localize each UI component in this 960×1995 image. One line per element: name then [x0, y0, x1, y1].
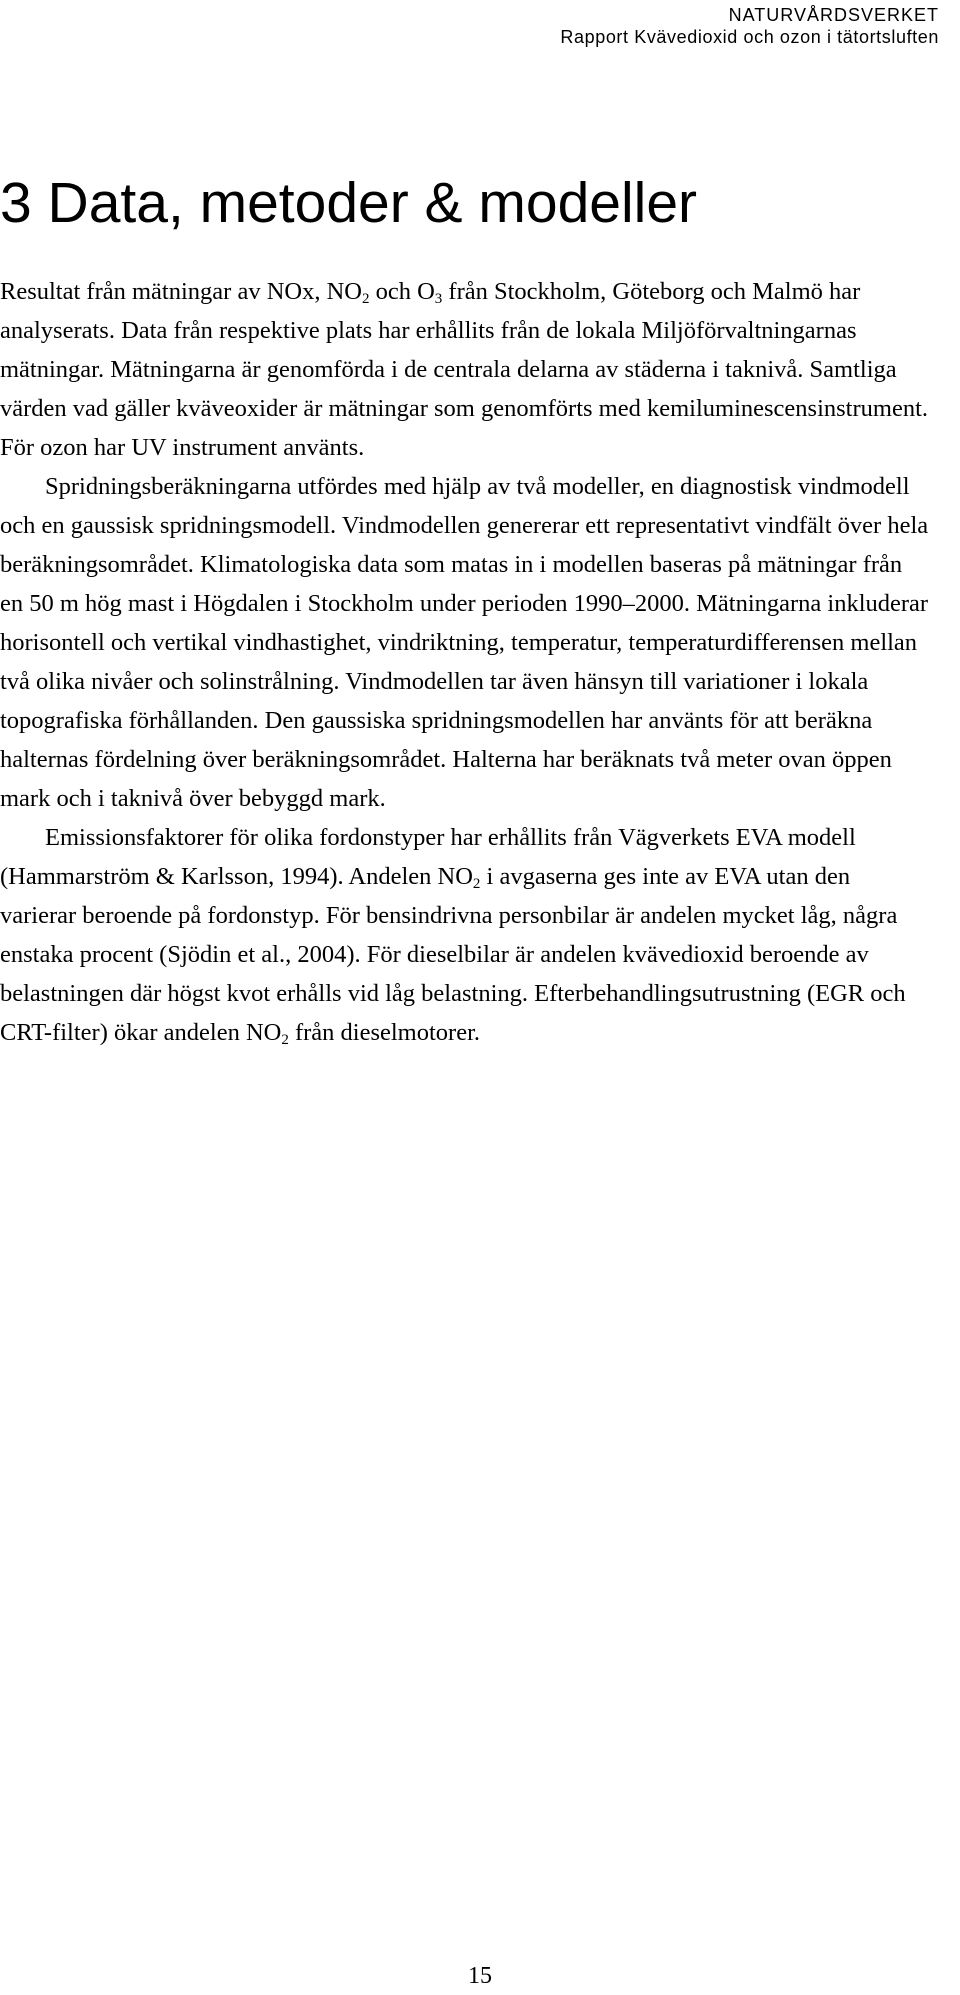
header-organization: NATURVÅRDSVERKET: [728, 5, 939, 25]
paragraph-emission-factors: [0, 818, 930, 1052]
body-text: [0, 272, 930, 1052]
subscript: 3: [434, 291, 443, 307]
paragraph-text: och O: [369, 278, 435, 305]
subscript: 2: [472, 876, 481, 892]
paragraph-measurements: [0, 272, 930, 467]
paragraph-text: i avgaserna ges inte av EVA utan den varierar beroende på fordonstyp. För bensindrivna personbilar är andelen mycket låg, några enstaka procent (Sjödin et al., 2004). För dieselbilar är andelen kvävedioxid beroende av belastningen där högst kvot erhålls vid låg belastning. Efterbehandlingsutrustning (EGR och CRT-filter) ökar andelen NO: [0, 863, 906, 1046]
paragraph-text: från Stockholm, Göteborg och Malmö har analyserats. Data från respektive plats har erhållits från de lokala Miljöförvaltningarnas mätningar. Mätningarna är genomförda i de centrala delarna av städerna i taknivå. Samtliga värden vad gäller kväveoxider är mätningar som genomförts med kemiluminescensinstrument. För ozon har UV instrument använts.: [0, 278, 929, 461]
header-report-title: Rapport Kvävedioxid och ozon i tätortsluften: [560, 27, 939, 47]
paragraph-text: Resultat från mätningar av NOx, NO: [0, 278, 362, 305]
running-header: [560, 4, 939, 48]
subscript: 2: [281, 1032, 289, 1048]
paragraph-text: Emissionsfaktorer för olika fordonstyper har erhållits från Vägverkets EVA modell (Hammarström & Karlsson, 1994). Andelen NO: [0, 824, 856, 890]
subscript: 2: [361, 291, 370, 307]
page-number: 15: [468, 1963, 492, 1989]
chapter-title: 3 Data, metoder & modeller: [0, 171, 697, 235]
paragraph-text: från dieselmotorer.: [288, 1019, 481, 1046]
paragraph-dispersion-models: Spridningsberäkningarna utfördes med hjälp av två modeller, en diagnostisk vindmodell och en gaussisk spridningsmodell. Vindmodellen genererar ett representativt vindfält över hela beräkningsområdet. Klimatologiska data som matas in i modellen baseras på mätningar från en 50 m hög mast i Högdalen i Stockholm under perioden 1990–2000. Mätningarna inkluderar horisontell och vertikal vindhastighet, vindriktning, temperatur, temperaturdifferensen mellan två olika nivåer och solinstrålning. Vindmodellen tar även hänsyn till variationer i lokala topografiska förhållanden. Den gaussiska spridningsmodellen har använts för att beräkna halternas fördelning över beräkningsområdet. Halterna har beräknats två meter ovan öppen mark och i taknivå över bebyggd mark.: [0, 473, 929, 812]
